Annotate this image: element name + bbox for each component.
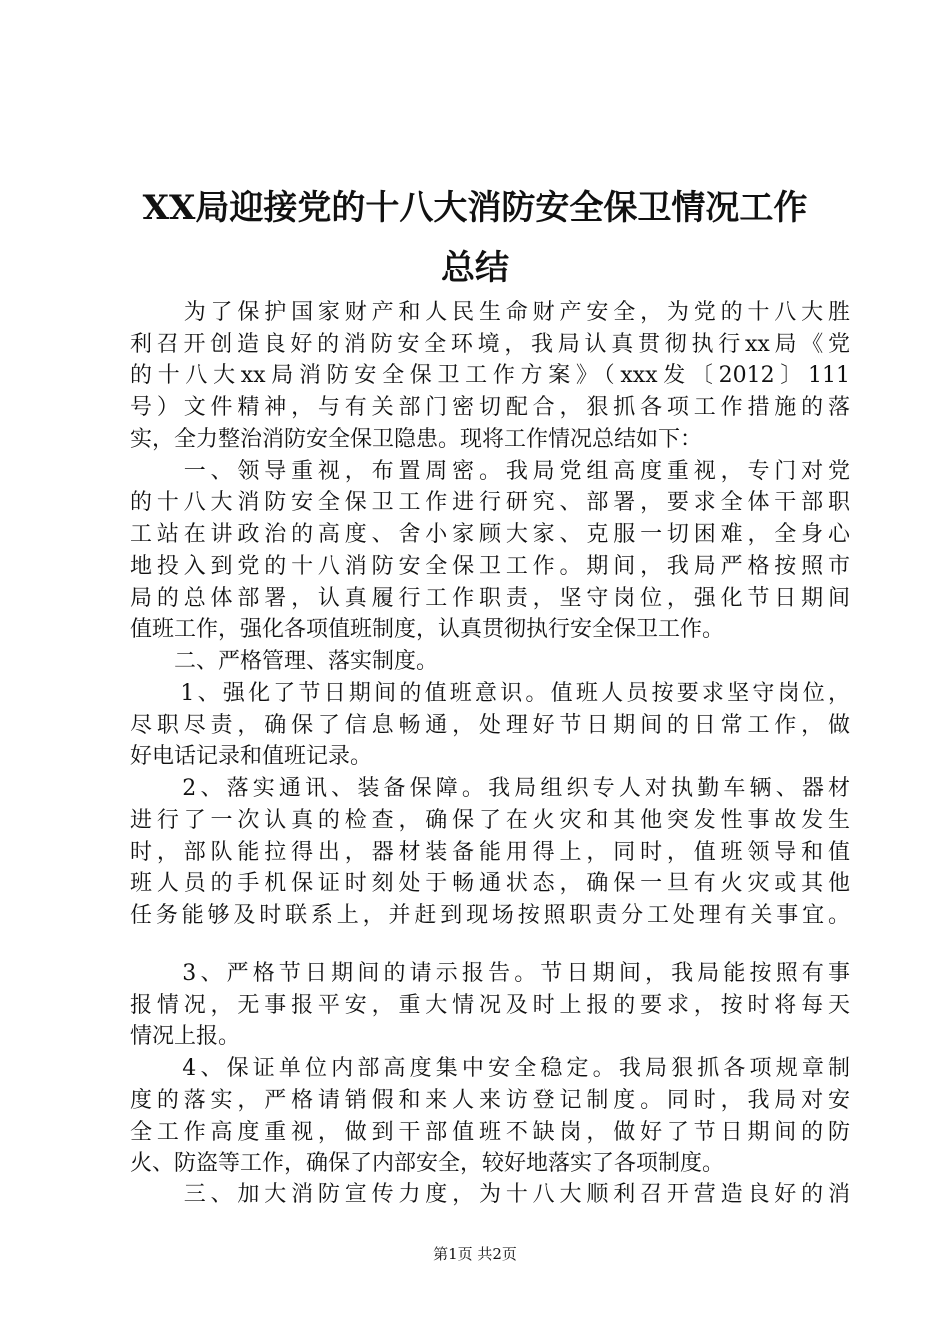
body-line: 班人员的手机保证时刻处于畅通状态，确保一旦有火灾或其他: [130, 871, 850, 896]
body-line: 3、严格节日期间的请示报告。节日期间，我局能按照有事: [130, 961, 850, 986]
body-line: 实，全力整治消防安全保卫隐患。现将工作情况总结如下：: [130, 427, 703, 452]
body-line: 火、防盗等工作，确保了内部安全，较好地落实了各项制度。: [130, 1151, 725, 1176]
body-line: 的十八大消防安全保卫工作进行研究、部署，要求全体干部职: [130, 490, 850, 515]
body-line: 值班工作，强化各项值班制度，认真贯彻执行安全保卫工作。: [130, 617, 725, 642]
page-footer: 第1页 共2页: [433, 1245, 517, 1263]
body-line: 1、强化了节日期间的值班意识。值班人员按要求坚守岗位，: [130, 681, 850, 706]
body-line: 三、加大消防宣传力度，为十八大顺利召开营造良好的消: [130, 1182, 850, 1207]
body-line: 全工作高度重视，做到干部值班不缺岗，做好了节日期间的防: [130, 1120, 850, 1145]
document-title-line-2: 总结: [441, 248, 509, 288]
body-line: 二、严格管理、落实制度。: [130, 649, 439, 674]
body-line: 任务能够及时联系上，并赶到现场按照职责分工处理有关事宜。: [130, 903, 850, 928]
document-title-line-1: XX局迎接党的十八大消防安全保卫情况工作: [142, 188, 808, 228]
body-line: 利召开创造良好的消防安全环境，我局认真贯彻执行xx局《党: [130, 332, 850, 357]
body-line: 时，部队能拉得出，器材装备能用得上，同时，值班领导和值: [130, 840, 850, 865]
body-line: 为了保护国家财产和人民生命财产安全，为党的十八大胜: [130, 300, 850, 325]
body-line: 进行了一次认真的检查，确保了在火灾和其他突发性事故发生: [130, 808, 850, 833]
body-line: 局的总体部署，认真履行工作职责，坚守岗位，强化节日期间: [130, 586, 850, 611]
body-line: 2、落实通讯、装备保障。我局组织专人对执勤车辆、器材: [130, 776, 850, 801]
body-line: 一、领导重视，布置周密。我局党组高度重视，专门对党: [130, 459, 850, 484]
body-line: 尽职尽责，确保了信息畅通，处理好节日期间的日常工作，做: [130, 713, 850, 738]
body-line: 好电话记录和值班记录。: [130, 744, 373, 769]
body-line: 号）文件精神，与有关部门密切配合，狠抓各项工作措施的落: [130, 395, 850, 420]
body-line: 地投入到党的十八消防安全保卫工作。期间，我局严格按照市: [130, 554, 850, 579]
body-line: 报情况，无事报平安，重大情况及时上报的要求，按时将每天: [130, 993, 850, 1018]
body-line: 情况上报。: [130, 1024, 241, 1049]
body-line: 的十八大xx局消防安全保卫工作方案》（xxx发〔2012〕111: [130, 363, 850, 388]
body-line: 度的落实，严格请销假和来人来访登记制度。同时，我局对安: [130, 1088, 850, 1113]
body-line: 工站在讲政治的高度、舍小家顾大家、克服一切困难，全身心: [130, 522, 850, 547]
body-line: 4、保证单位内部高度集中安全稳定。我局狠抓各项规章制: [130, 1056, 850, 1081]
